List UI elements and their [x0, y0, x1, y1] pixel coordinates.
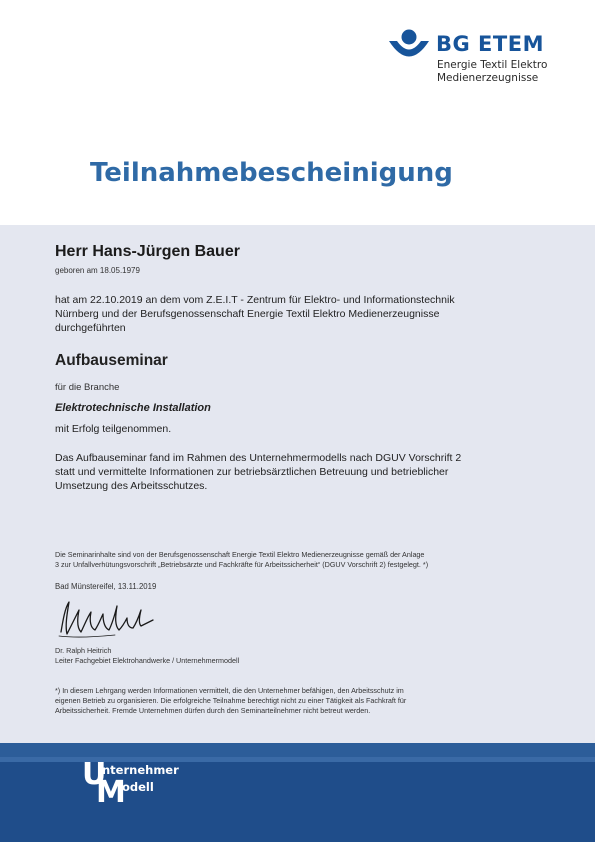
logo-text-odell: odell	[122, 780, 154, 794]
document-title: Teilnahmebescheinigung	[90, 158, 453, 188]
legal-note-line-1: Die Seminarinhalte sind von der Berufsgenossenschaft Energie Textil Elektro Medienerzeugnisse gemäß der Anlage	[55, 550, 425, 559]
logo-letter-m: M	[96, 775, 126, 810]
unternehmermodell-logo	[82, 757, 192, 810]
logo-subtitle-line-1: Energie Textil Elektro	[437, 59, 548, 71]
footnote-line-1: *) In diesem Lehrgang werden Informationen vermittelt, die den Unternehmer befähigen, den Arbeitsschutz im	[55, 686, 404, 695]
seminar-info-line-3: Umsetzung des Arbeitsschutzes.	[55, 480, 208, 492]
success-text: mit Erfolg teilgenommen.	[55, 423, 172, 435]
seminar-info-line-1: Das Aufbauseminar fand im Rahmen des Unternehmermodells nach DGUV Vorschrift 2	[55, 452, 462, 464]
participation-line-2: Nürnberg und der Berufsgenossenschaft Energie Textil Elektro Medienerzeugnisse	[55, 308, 440, 320]
legal-note-line-2: 3 zur Unfallverhütungsvorschrift „Betriebsärzte und Fachkräfte für Arbeitssicherheit“ (DGUV Vorschrift 2) festgelegt. *)	[55, 560, 429, 569]
bg-etem-logo-icon	[388, 28, 430, 68]
branche-name: Elektrotechnische Installation	[55, 402, 211, 414]
seminar-info-text	[55, 451, 461, 493]
participant-name: Herr Hans-Jürgen Bauer	[55, 243, 240, 260]
footnote-line-2: eigenen Betrieb zu organisieren. Die erfolgreiche Teilnahme berechtigt nicht zu einer Tätigkeit als Fachkraft für	[55, 696, 407, 705]
logo-subtitle-line-2: Medienerzeugnisse	[437, 72, 539, 84]
branche-label: für die Branche	[55, 382, 120, 393]
handwritten-signature	[55, 596, 165, 644]
footnote-line-3: Arbeitssicherheit. Fremde Unternehmen dürfen durch den Seminarteilnehmer nicht betreut werden.	[55, 706, 371, 715]
footnote	[55, 686, 406, 716]
seminar-info-line-2: statt und vermittelte Informationen zur betriebsärztlichen Betreuung und betrieblicher	[55, 466, 449, 478]
legal-note	[55, 550, 428, 570]
participant-birthdate: geboren am 18.05.1979	[55, 266, 140, 275]
logo-letter-u: U	[82, 757, 107, 792]
participation-line-3: durchgeführten	[55, 322, 126, 334]
seminar-title: Aufbauseminar	[55, 352, 168, 369]
participation-line-1: hat am 22.10.2019 an dem vom Z.E.I.T - Zentrum für Elektro- und Informationstechnik	[55, 294, 455, 306]
place-and-date: Bad Münstereifel, 13.11.2019	[55, 582, 157, 591]
participation-text	[55, 293, 455, 335]
logo-name: BG ETEM	[436, 32, 544, 56]
bg-etem-logo	[388, 26, 578, 92]
logo-text-nternehmer: nternehmer	[102, 763, 179, 777]
signer-block	[55, 646, 239, 666]
signer-role: Leiter Fachgebiet Elektrohandwerke / Unternehmermodell	[55, 656, 240, 665]
signer-name: Dr. Ralph Heitrich	[55, 646, 112, 655]
